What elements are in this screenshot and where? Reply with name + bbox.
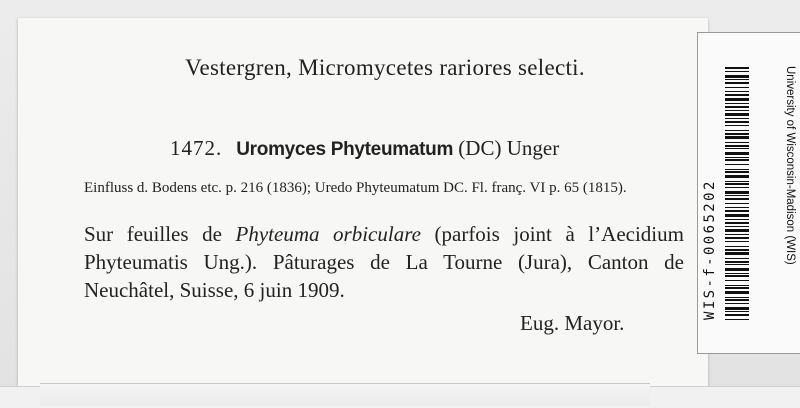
- barcode-icon: [725, 67, 749, 323]
- host-plant: Phyteuma orbiculare: [235, 222, 421, 246]
- habitat-prefix: Sur feuilles de: [84, 222, 236, 246]
- envelope-flap: [40, 383, 650, 406]
- species-line: [170, 136, 559, 161]
- taxon-name: Uromyces Phyteumatum: [236, 139, 454, 160]
- taxon-authority: (DC) Unger: [458, 136, 560, 160]
- exsiccata-title: Vestergren, Micromycetes rariores selecti.: [185, 55, 585, 80]
- institution-text: University of Wisconsin-Madison (WIS): [784, 66, 796, 265]
- habitat-locality: [84, 220, 684, 304]
- specimen-number: 1472.: [170, 136, 223, 160]
- barcode-id-text: WIS-f-0065202: [702, 179, 718, 320]
- habitat-rest: (parfois joint à l’Aecidium Phyteumatis Ung.). Pâturages de La Tourne (Jura), Canton de Neuchâtel, Suisse, 6 juin 1909.: [84, 222, 684, 302]
- collector-name: Eug. Mayor.: [520, 311, 625, 335]
- reference-line-1: Einfluss d. Bodens etc. p. 216 (1836); Uredo Phyteumatum DC. Fl.: [84, 180, 488, 196]
- reference-line-2: franç. VI p. 65 (1815).: [491, 180, 627, 196]
- literature-reference: [84, 178, 684, 198]
